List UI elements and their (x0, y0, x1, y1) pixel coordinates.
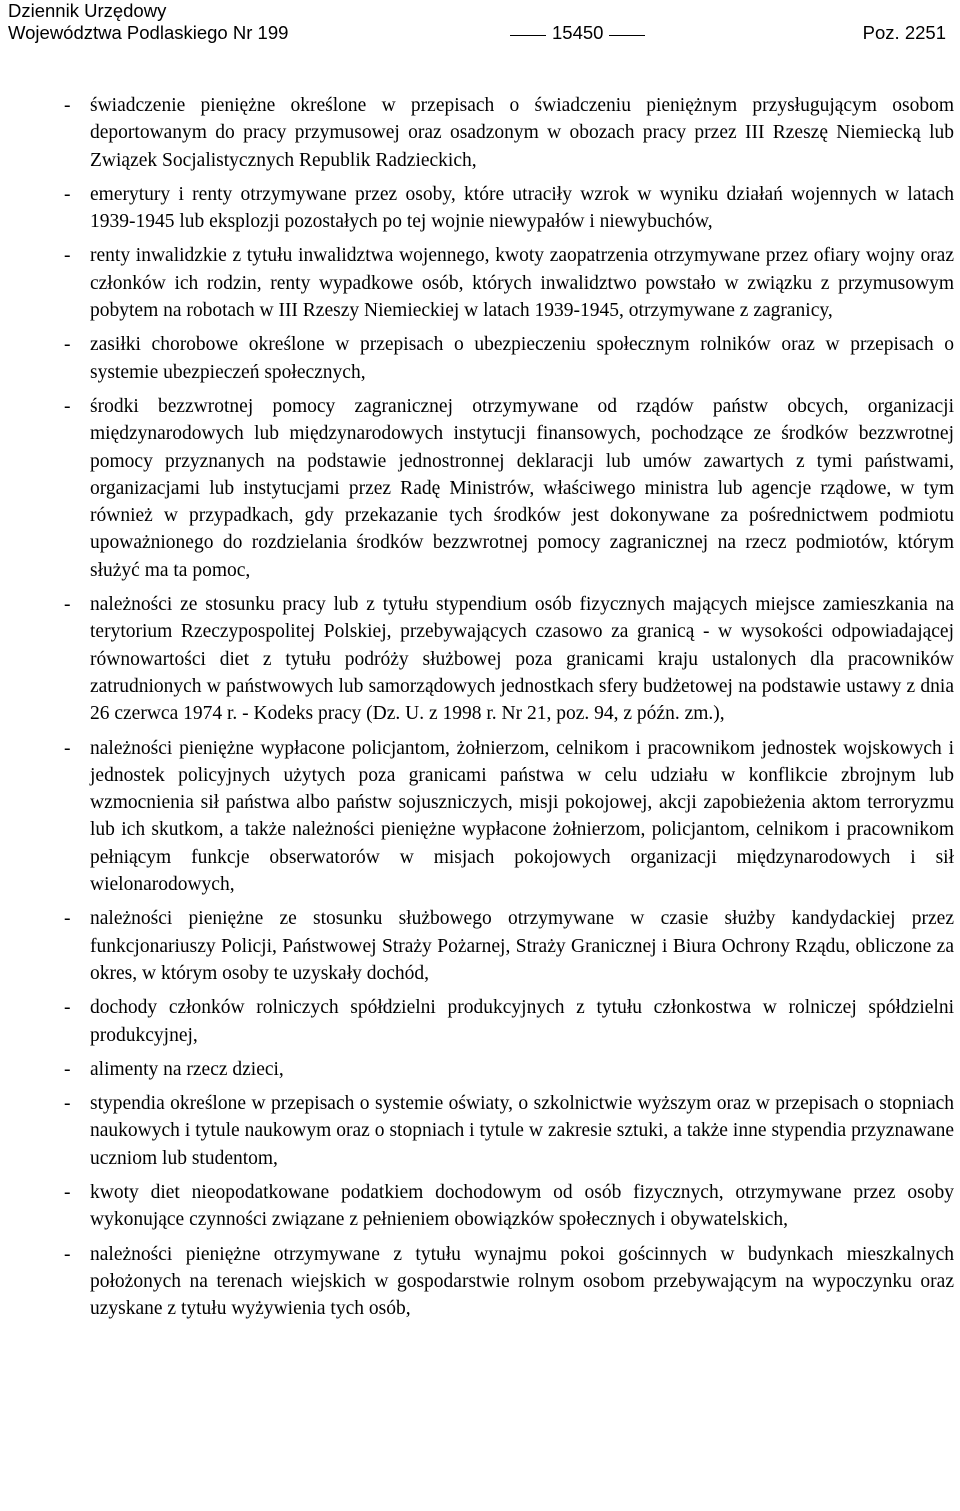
list-item (64, 994, 954, 1049)
rule-left (510, 35, 546, 36)
dash-bullet: - (64, 594, 71, 616)
dash-bullet: - (64, 1243, 71, 1265)
list-item-text: renty inwalidzkie z tytułu inwalidztwa wojennego, kwoty zaopatrzenia otrzymywane przez ofiary wojny oraz członków ich rodzin, renty wypadkowe osób, których inwalidztwo powstało w związku z przymusowym pobytem na robotach w III Rzeszy Niemieckiej w latach 1939-1945, otrzymywane z zagranicy, (90, 245, 954, 322)
dash-bullet: - (64, 1093, 71, 1115)
dash-bullet: - (64, 908, 71, 930)
list-item (64, 242, 954, 324)
document-body (64, 92, 954, 1322)
list-item (64, 735, 954, 899)
dash-bullet: - (64, 334, 71, 356)
list-item-text: stypendia określone w przepisach o systemie oświaty, o szkolnictwie wyższym oraz w przepisach o stopniach naukowych i tytule naukowym oraz o stopniach i tytule w zakresie sztuki, a także inne stypendia przyznawane uczniom lub studentom, (90, 1093, 954, 1169)
list-item-text: należności pieniężne wypłacone policjantom, żołnierzom, celnikom i pracownikom jednostek wojskowych i jednostek policyjnych użytych poza granicami państwa w celu udziału w konflikcie zbrojnym lub wzmocnienia sił państwa albo państw sojuszniczych, misji pokojowej, akcji zapobieżenia aktom terroryzmu lub ich skutkom, a także należności pieniężne wypłacone żołnierzom, policjantom, celnikom i pracownikom pełniącym funkcje obserwatorów w misjach pokojowych organizacji międzynarodowych i sił wielonarodowych, (90, 737, 954, 896)
dash-bullet: - (64, 737, 71, 759)
list-item (64, 181, 954, 236)
list-item (64, 1090, 954, 1172)
header-line (8, 22, 952, 46)
list-item-text: środki bezzwrotnej pomocy zagranicznej otrzymywane od rządów państw obcych, organizacji międzynarodowych lub międzynarodowych instytucji finansowych, pochodzące ze środków bezzwrotnej pomocy przyznanych na podstawie jednostronnej deklaracji lub umów zawartych z tymi państwami, organizacjami lub instytucjami przez Radę Ministrów, właściwego ministra lub agencje rządowe, w tym również w przypadkach, gdy przekazanie tych środków jest dokonywane za pośrednictwem podmiotu upoważnionego do rozdzielania środków bezzwrotnej pomocy zagranicznej na rzecz podmiotów, którym służyć ma ta pomoc, (90, 395, 954, 581)
list-item-text: należności ze stosunku pracy lub z tytułu stypendium osób fizycznych mających miejsce zamieszkania na terytorium Rzeczypospolitej Polskiej, przebywających czasowo za granicą - w wysokości odpowiadającej równowartości diet z tytułu podróży służbowej poza granicami kraju ustalonych dla pracowników zatrudnionych w państwowych lub samorządowych jednostkach sfery budżetowej na podstawie ustawy z dnia 26 czerwca 1974 r. - Kodeks pracy (Dz. U. z 1998 r. Nr 21, poz. 94, z późn. zm.), (90, 594, 954, 725)
list-item-text: świadczenie pieniężne określone w przepisach o świadczeniu pieniężnym przysługującym osobom deportowanym do pracy przymusowej oraz osadzonym w obozach pracy przez III Rzeszę Niemiecką lub Związek Socjalistycznych Republik Radzieckich, (90, 95, 954, 171)
dash-bullet: - (64, 95, 71, 116)
dash-bullet: - (64, 1181, 71, 1203)
page-number-group (504, 22, 651, 44)
list-item-text: kwoty diet nieopodatkowane podatkiem dochodowym od osób fizycznych, otrzymywane przez osoby wykonujące czynności związane z pełnieniem obowiązków społecznych i obywatelskich, (90, 1181, 954, 1231)
list-item (64, 905, 954, 987)
dash-bullet: - (64, 245, 71, 267)
list-item-text: należności pieniężne otrzymywane z tytułu wynajmu pokoi gościnnych w budynkach mieszkalnych położonych na terenach wiejskich w gospodarstwie rolnym osobom przebywającym na wypoczynku oraz uzyskane z tytułu wyżywienia tych osób, (90, 1243, 954, 1320)
list-item (64, 331, 954, 386)
dash-bullet: - (64, 395, 71, 417)
list-item-text: emerytury i renty otrzymywane przez osoby, które utraciły wzrok w wyniku działań wojennych w latach 1939-1945 lub eksplozji pozostałych po tej wojnie niewypałów i niewybuchów, (90, 183, 954, 233)
rule-right (609, 35, 645, 36)
list-item-text: należności pieniężne ze stosunku służbowego otrzymywane w czasie służby kandydackiej przez funkcjonariuszy Policji, Państwowej Straży Pożarnej, Straży Granicznej i Biura Ochrony Rządu, obliczone za okres, w którym osoby te uzyskały dochód, (90, 908, 954, 984)
position-number: Poz. 2251 (862, 22, 946, 43)
list-item (64, 1056, 954, 1083)
list-item (64, 591, 954, 727)
list-item (64, 393, 954, 584)
list-item-text: dochody członków rolniczych spółdzielni produkcyjnych z tytułu członkostwa w rolniczej spółdzielni produkcyjnej, (90, 997, 954, 1046)
dash-bullet: - (64, 183, 71, 205)
journal-title: Dziennik Urzędowy (8, 0, 167, 21)
dash-bullet: - (64, 1058, 71, 1080)
page-number: 15450 (552, 22, 604, 43)
dash-bullet: - (64, 997, 71, 1019)
list-item (64, 1179, 954, 1234)
page-header (8, 0, 952, 46)
list-item-text: zasiłki chorobowe określone w przepisach o ubezpieczeniu społecznym rolników oraz w przepisach o systemie ubezpieczeń społecznych, (90, 334, 954, 383)
list-item-text: alimenty na rzecz dzieci, (90, 1058, 284, 1080)
list-item (64, 1241, 954, 1323)
journal-issue: Województwa Podlaskiego Nr 199 (8, 22, 289, 43)
list-item (64, 92, 954, 174)
